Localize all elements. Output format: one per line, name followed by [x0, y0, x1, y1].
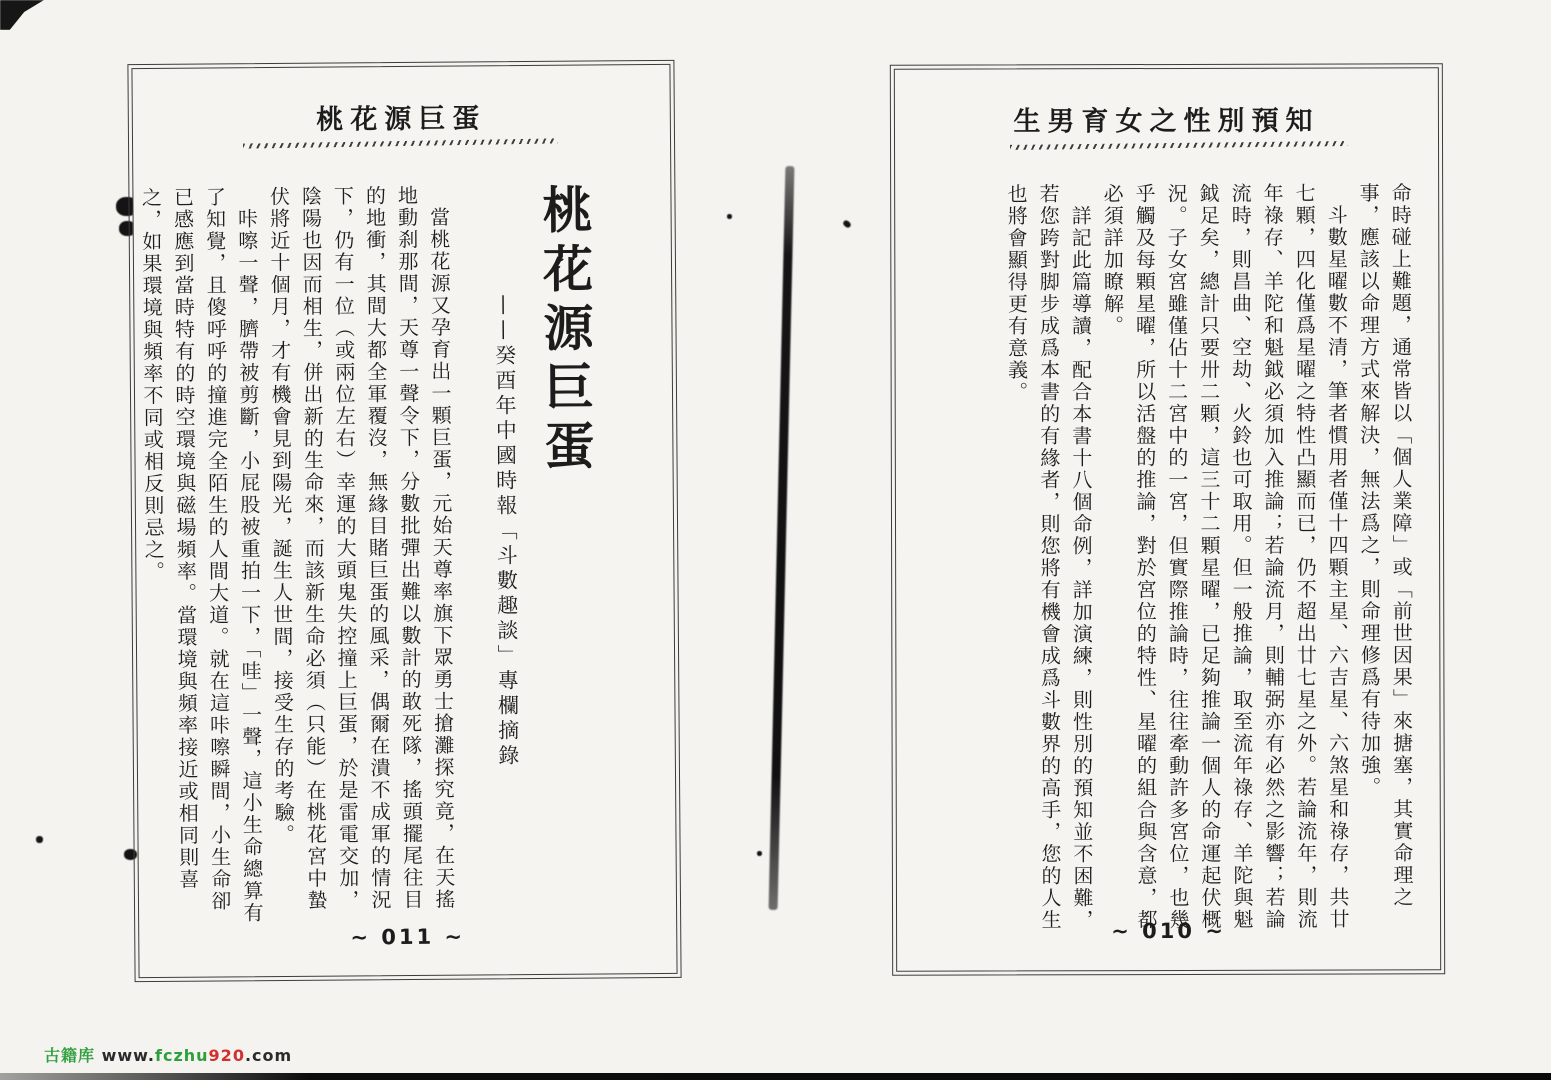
right-page	[894, 67, 1441, 971]
watermark-url-number: 920	[208, 1046, 245, 1065]
right-page-body	[973, 182, 1418, 931]
watermark-url-domain: fczhu	[155, 1046, 209, 1065]
left-page-number: ~ 011 ~	[350, 924, 466, 950]
paragraph: 斗數星曜數不清，筆者慣用者僅十四顆主星、六吉星、六煞星和祿存，共廿七顆，四化僅爲星曜之特性凸顯而已，仍不超出廿七星之外。若論流年，則流年祿存、羊陀和魁鉞必須加入推論；若論流月，則輔弼亦有必然之影響；若論流時，則昌曲、空劫、火鈴也可取用。但一般推論，取至流年祿存、羊陀與魁鉞足矣，總計只要卅二顆，這三十二顆星曜，已足夠推論一個人的命運起伏概況。子女宮雖僅佔十二宮中的一宮，但實際推論時，往往牽動許多宮位，也幾乎觸及每顆星曜，所以活盤的推論，對於宮位的特性、星曜的組合與含意，都必須詳加瞭解。	[1100, 182, 1351, 932]
left-page	[131, 64, 677, 978]
right-page-running-title: 生男育女之性別預知	[1013, 105, 1320, 138]
ink-speck	[124, 849, 137, 860]
watermark-site-label: 古籍库	[44, 1046, 96, 1065]
ornament-divider-icon	[243, 138, 558, 148]
scan-corner-ink-mark	[0, 0, 44, 30]
paragraph: 詳記此篇導讀，配合本書十八個命例，詳加演練，則性別的預知並不困難，若您跨對脚步成爲本書的有緣者，則您將有機會成爲斗數界的高手，您的人生也將會顯得更有意義。	[1004, 183, 1095, 932]
watermark-url-www: www.	[101, 1046, 155, 1065]
ink-speck	[36, 836, 43, 843]
paragraph: 命時碰上難題，通常皆以「個人業障」或「前世因果」來搪塞，其實命理之事，應該以命理方式來解決，無法爲之，則命理修爲有待加強。	[1356, 182, 1415, 909]
site-watermark	[44, 1043, 292, 1066]
book-gutter-shadow	[769, 166, 795, 910]
ink-speck	[727, 214, 732, 219]
left-page-body	[138, 183, 612, 932]
ornament-divider-icon	[1010, 141, 1348, 150]
article-subtitle: ——癸酉年中國時報「斗數趣談」專欄摘錄	[492, 294, 520, 770]
paragraph: 當桃花源又孕育出一顆巨蛋，元始天尊率旗下眾勇士搶灘探究竟，在天搖地動刹那間，天尊一聲令下，分數批彈出難以數計的敢死隊，搖頭擺尾往目的地衝，其間大都全軍覆沒，無緣目賭巨蛋的風采，偶爾在潰不成軍的情況下，仍有一位（或兩位左右）幸運的大頭鬼失控撞上巨蛋，於是雷電交加，陰陽也因而相生，併出新的生命來，而該新生命必須（只能）在桃花宮中蟄伏將近十個月，才有機會見到陽光，誕生人世間，接受生存的考驗。	[266, 184, 457, 912]
left-page-running-title: 桃花源巨蛋	[316, 103, 487, 136]
paragraph: 咔嚓一聲，臍帶被剪斷，小屁股被重拍一下，「哇」一聲，這小生命總算有了知覺，且傻呼呼的撞進完全陌生的人間大道。就在這咔嚓瞬間，小生命卻已感應到當時特有的時空環境與磁場頻率。當環境與頻率接近或相同則喜之，如果環境與頻率不同或相反則忌之。	[138, 186, 265, 925]
scan-bottom-edge	[0, 1073, 1551, 1080]
watermark-url-tld: .com	[244, 1046, 293, 1065]
ink-speck	[842, 219, 852, 229]
right-page-number: ~ 010 ~	[1111, 918, 1226, 944]
ink-speck	[757, 851, 762, 856]
article-title: 桃花源巨蛋	[534, 183, 595, 479]
